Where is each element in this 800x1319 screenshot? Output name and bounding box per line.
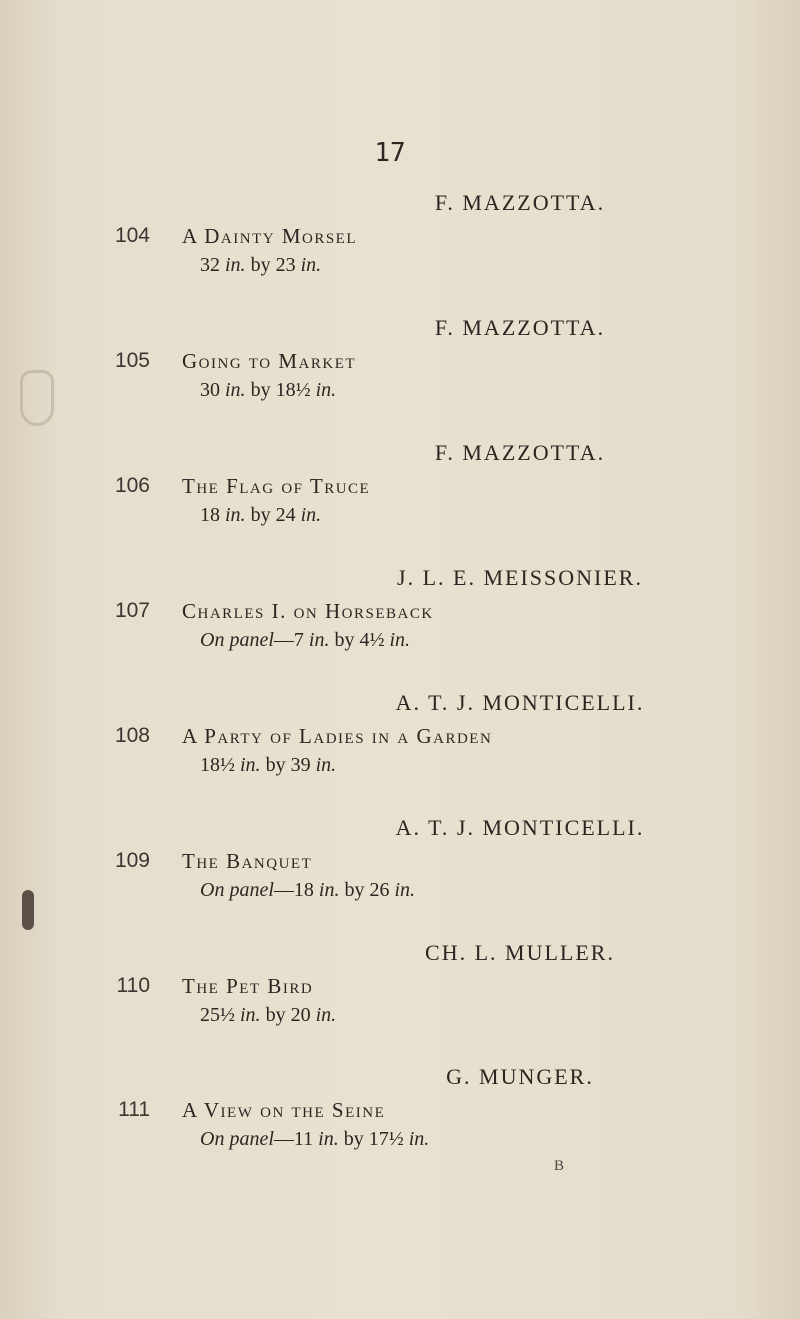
lot-number: 107 [114, 599, 150, 622]
artwork-dimensions: On panel—7 in. by 4½ in. [200, 629, 411, 651]
artwork-title: A Party of Ladies in a Garden [182, 724, 493, 748]
artist-name: A. T. J. MONTICELLI. [395, 690, 645, 715]
lot-number: 109 [114, 849, 150, 872]
lot-number: 106 [114, 474, 150, 497]
artist-name: CH. L. MULLER. [425, 940, 615, 965]
artwork-title: The Flag of Truce [182, 474, 371, 498]
lot-number: 110 [116, 974, 150, 997]
artwork-title: The Pet Bird [182, 974, 314, 998]
artist-name: J. L. E. MEISSONIER. [397, 565, 643, 590]
artist-name: F. MAZZOTTA. [434, 190, 606, 215]
artwork-dimensions: 25½ in. by 20 in. [200, 1004, 337, 1026]
artist-name: A. T. J. MONTICELLI. [395, 815, 645, 840]
artwork-title: A Dainty Morsel [182, 224, 358, 248]
lot-number: 104 [114, 224, 150, 247]
artwork-dimensions: 18½ in. by 39 in. [200, 754, 337, 776]
artwork-dimensions: On panel—11 in. by 17½ in. [200, 1128, 430, 1150]
lot-number: 105 [114, 349, 150, 372]
artist-name: F. MAZZOTTA. [434, 315, 606, 340]
artwork-title: The Banquet [182, 849, 313, 873]
artwork-dimensions: 32 in. by 23 in. [200, 254, 322, 276]
artist-name: G. MUNGER. [446, 1064, 594, 1089]
artwork-title: A View on the Seine [182, 1098, 386, 1122]
artwork-title: Charles I. on Horseback [182, 599, 434, 623]
artwork-title: Going to Market [182, 349, 357, 373]
lot-number: 111 [118, 1098, 150, 1121]
signature-mark: B [554, 1158, 565, 1174]
lot-number: 108 [114, 724, 150, 747]
catalogue-entry [0, 1064, 800, 1224]
artwork-dimensions: On panel—18 in. by 26 in. [200, 879, 416, 901]
artist-name: F. MAZZOTTA. [434, 440, 606, 465]
page-number: 17 [374, 138, 406, 168]
artwork-dimensions: 30 in. by 18½ in. [200, 379, 337, 401]
artwork-dimensions: 18 in. by 24 in. [200, 504, 322, 526]
